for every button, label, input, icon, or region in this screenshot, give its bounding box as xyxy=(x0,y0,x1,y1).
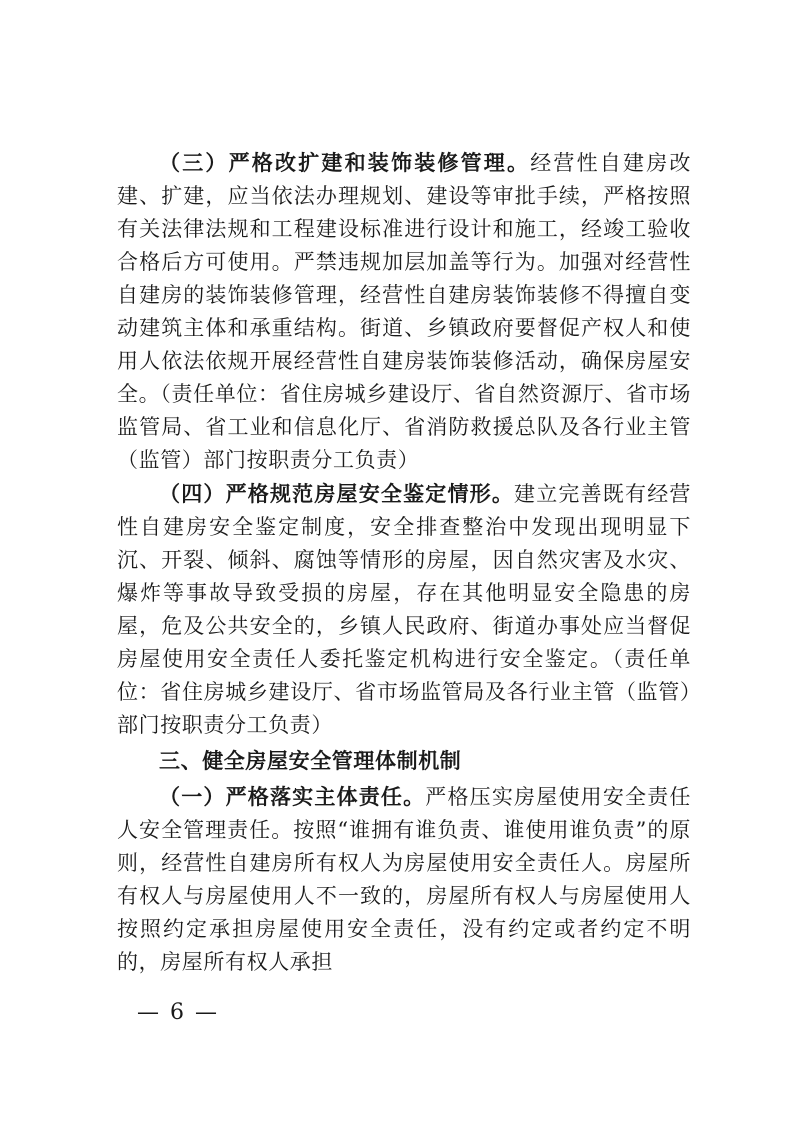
paragraph-main-responsibility xyxy=(117,780,691,979)
paragraph-lead: （四）严格规范房屋安全鉴定情形。 xyxy=(159,481,515,506)
page-number: — 6 — xyxy=(137,1000,219,1025)
paragraph-text: 建立完善既有经营性自建房安全鉴定制度，安全排查整治中发现出现明显下沉、开裂、倾斜、腐蚀等情形的房屋，因自然灾害及水灾、爆炸等事故导致受损的房屋，存在其他明显安全隐患的房屋，危及公共安全的，乡镇人民政府、街道办事处应当督促房屋使用安全责任人委托鉴定机构进行安全鉴定。（责任单位：省住房城乡建设厅、省市场监管局及各行业主管（监管）部门按职责分工负责） xyxy=(117,482,691,737)
paragraph-lead: （一）严格落实主体责任。 xyxy=(159,784,426,809)
paragraph-text: 经营性自建房改建、扩建，应当依法办理规划、建设等审批手续，严格按照有关法律法规和工程建设标准进行设计和施工，经竣工验收合格后方可使用。严禁违规加层加盖等行为。加强对经营性自建房的装饰装修管理，经营性自建房装饰装修不得擅自变动建筑主体和承重结构。街道、乡镇政府要督促产权人和使用人依法依规开展经营性自建房装饰装修活动，确保房屋安全。（责任单位：省住房城乡建设厅、省自然资源厅、省市场监管局、省工业和信息化厅、省消防救援总队及各行业主管（监管）部门按职责分工负责） xyxy=(117,151,691,472)
paragraph-renovation-management xyxy=(117,146,691,477)
paragraph-text: 严格压实房屋使用安全责任人安全管理责任。按照“谁拥有谁负责、谁使用谁负责”的原则，经营性自建房所有权人为房屋使用安全责任人。房屋所有权人与房屋使用人不一致的，房屋所有权人与房屋使用人按照约定承担房屋使用安全责任，没有约定或者约定不明的，房屋所有权人承担 xyxy=(117,785,691,974)
paragraph-safety-appraisal xyxy=(117,477,691,742)
document-body xyxy=(117,146,691,979)
section-heading: 三、健全房屋安全管理体制机制 xyxy=(159,749,462,773)
paragraph-lead: （三）严格改扩建和装饰装修管理。 xyxy=(159,150,531,175)
